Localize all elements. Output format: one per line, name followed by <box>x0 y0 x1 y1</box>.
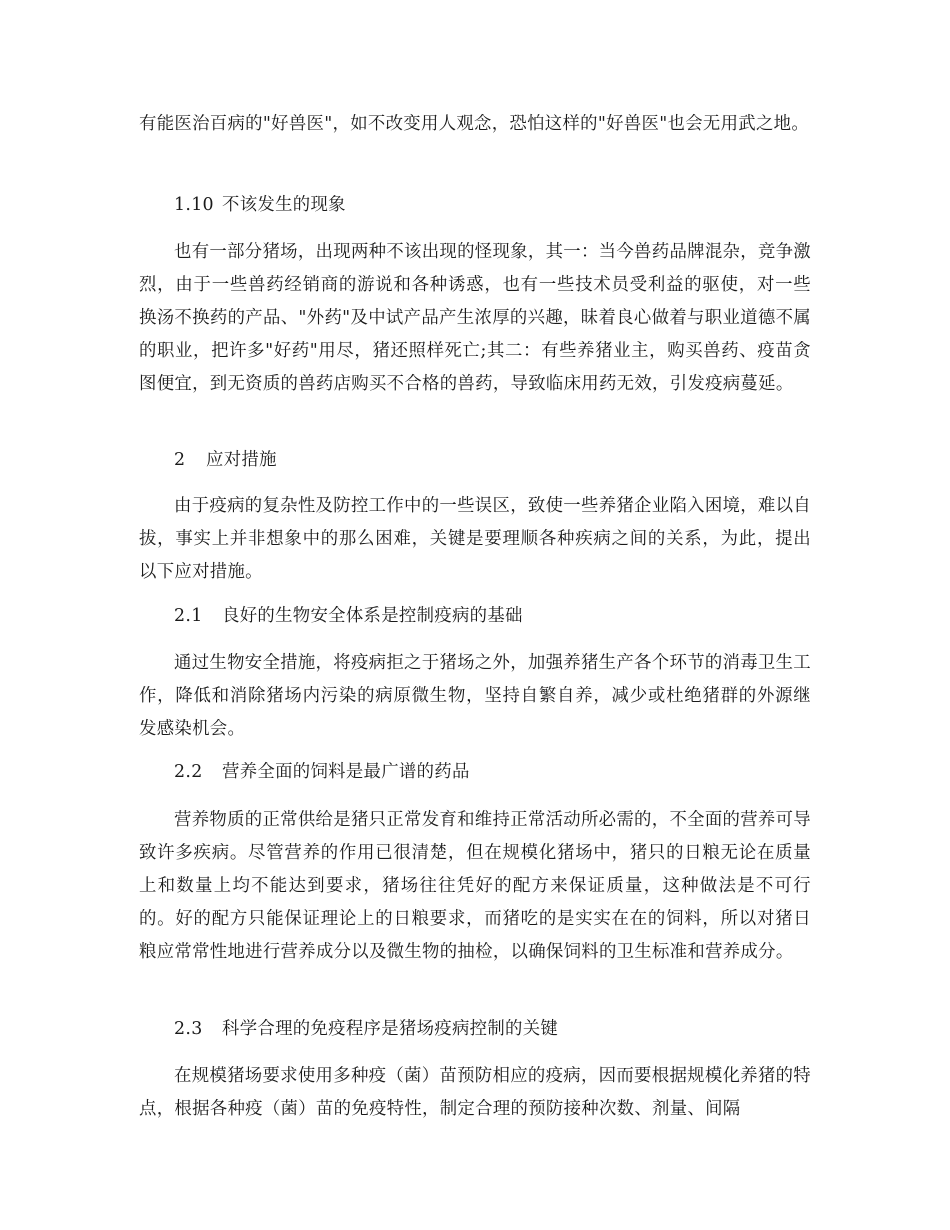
section-number: 2.3 <box>174 1019 203 1039</box>
section-title: 科学合理的免疫程序是猪场疫病控制的关键 <box>222 1019 559 1039</box>
section-title: 不该发生的现象 <box>222 195 346 215</box>
section-1-10-paragraph: 也有一部分猪场，出现两种不该出现的怪现象，其一：当今兽药品牌混杂，竞争激烈，由于一些兽药经销商的游说和各种诱惑，也有一些技术员受利益的驱使，对一些换汤不换药的产品、"外药"及中试产品产生浓厚的兴趣，昧着良心做着与职业道德不属的职业，把许多"好药"用尽，猪还照样死亡;其二：有些养猪业主，购买兽药、疫苗贪图便宜，到无资质的兽药店购买不合格的兽药，导致临床用药无效，引发疫病蔓延。 <box>139 242 811 394</box>
section-2-3-paragraph: 在规模猪场要求使用多种疫（菌）苗预防相应的疫病，因而要根据规模化养猪的特点，根据各种疫（菌）苗的免疫特性，制定合理的预防接种次数、剂量、间隔 <box>139 1066 811 1119</box>
section-heading-2-3 <box>174 1013 558 1046</box>
section-2-2-paragraph: 营养物质的正常供给是猪只正常发育和维持正常活动所必需的，不全面的营养可导致许多疾病。尽管营养的作用已很清楚，但在规模化猪场中，猪只的日粮无论在质量上和数量上均不能达到要求，猪场往往凭好的配方来保证质量，这种做法是不可行的。好的配方只能保证理论上的日粮要求，而猪吃的是实实在在的饲料，所以对猪日粮应常常性地进行营养成分以及微生物的抽检，以确保饲料的卫生标准和营养成分。 <box>139 810 811 962</box>
section-title: 营养全面的饲料是最广谱的药品 <box>222 762 470 782</box>
section-number: 1.10 <box>174 195 214 215</box>
continuation-paragraph: 有能医治百病的"好兽医"，如不改变用人观念，恐怕这样的"好兽医"也会无用武之地。 <box>139 114 810 134</box>
section-title: 良好的生物安全体系是控制疫病的基础 <box>222 606 523 626</box>
section-heading-1-10 <box>174 189 346 222</box>
section-number: 2.2 <box>174 762 203 782</box>
section-heading-2-2 <box>174 756 470 789</box>
section-number: 2 <box>174 450 186 470</box>
section-heading-2 <box>174 444 277 477</box>
section-title: 应对措施 <box>206 450 277 470</box>
section-2-paragraph: 由于疫病的复杂性及防控工作中的一些误区，致使一些养猪企业陷入困境，难以自拔，事实上并非想象中的那么困难，关键是要理顺各种疾病之间的关系，为此，提出以下应对措施。 <box>139 496 811 582</box>
section-heading-2-1 <box>174 600 523 633</box>
section-number: 2.1 <box>174 606 203 626</box>
section-2-1-paragraph: 通过生物安全措施，将疫病拒之于猪场之外，加强养猪生产各个环节的消毒卫生工作，降低和消除猪场内污染的病原微生物，坚持自繁自养，减少或杜绝猪群的外源继发感染机会。 <box>139 653 811 739</box>
